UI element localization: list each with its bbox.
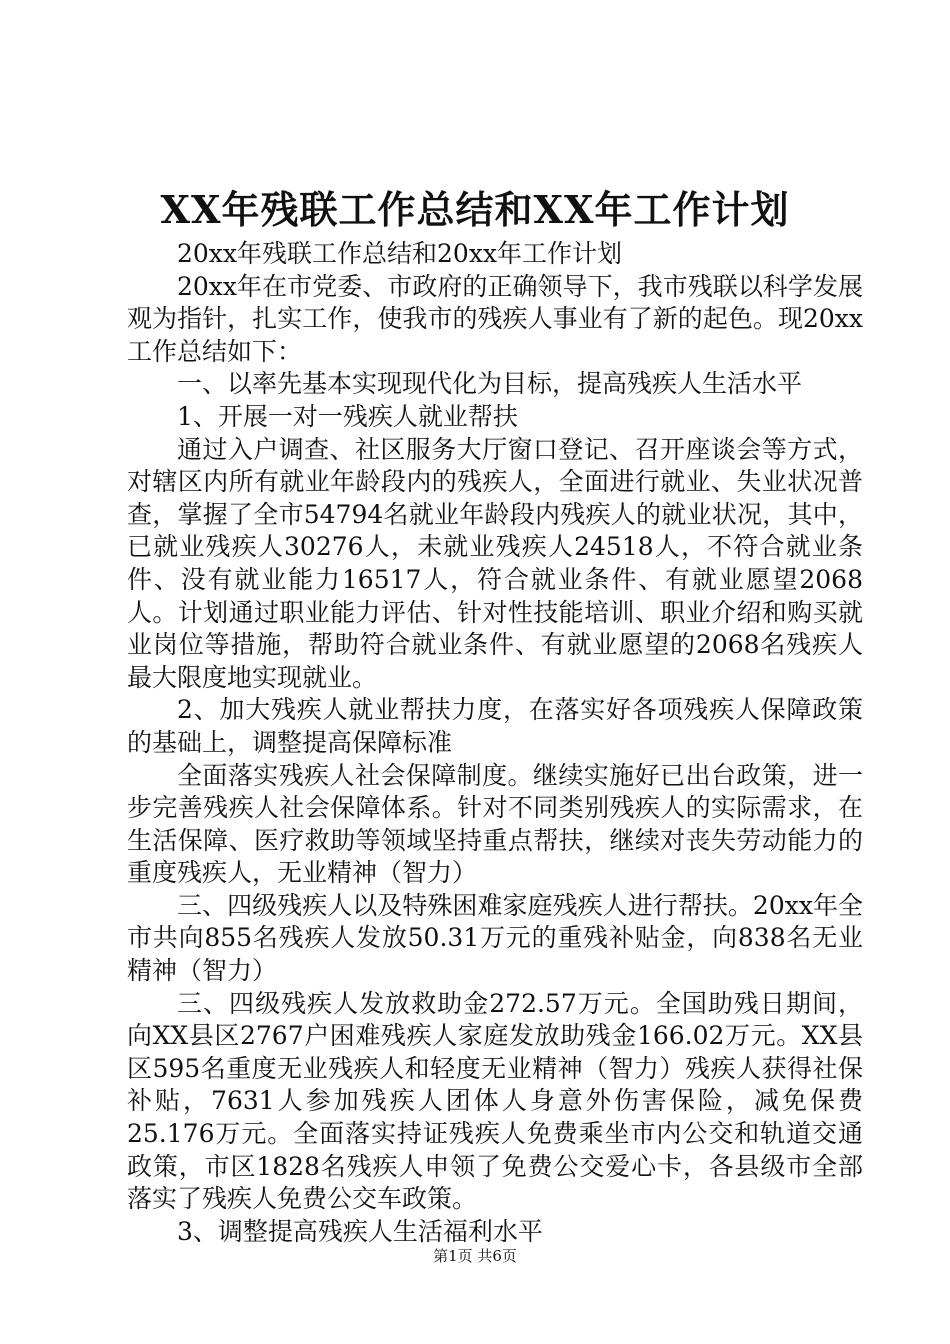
paragraph: 通过入户调查、社区服务大厅窗口登记、召开座谈会等方式，对辖区内所有就业年龄段内的残疾人，全面进行就业、失业状况普查，掌握了全市54794名就业年龄段内残疾人的就业状况，其中，已就业残疾人30276人，未就业残疾人24518人，不符合就业条件、没有就业能力16517人，符合就业条件、有就业愿望2068人。计划通过职业能力评估、针对性技能培训、职业介绍和购买就业岗位等措施，帮助符合就业条件、有就业愿望的2068名残疾人最大限度地实现就业。 [127,434,863,692]
paragraph: 1、开展一对一残疾人就业帮扶 [177,401,518,431]
paragraph: 20xx年在市党委、市政府的正确领导下，我市残联以科学发展观为指针，扎实工作，使我市的残疾人事业有了新的起色。现20xx工作总结如下： [127,271,863,366]
paragraph: 3、调整提高残疾人生活福利水平 [177,1216,543,1246]
paragraph: 20xx年残联工作总结和20xx年工作计划 [177,239,623,268]
paragraph: 一、以率先基本实现现代化为目标，提高残疾人生活水平 [177,369,803,399]
paragraph: 全面落实残疾人社会保障制度。继续实施好已出台政策，进一步完善残疾人社会保障体系。针对不同类别残疾人的实际需求，在生活保障、医疗救助等领域坚持重点帮扶，继续对丧失劳动能力的重度残疾人，无业精神（智力） [127,760,863,888]
document-title: XX年残联工作总结和XX年工作计划 [160,187,790,232]
paragraph: 三、四级残疾人以及特殊困难家庭残疾人进行帮扶。20xx年全市共向855名残疾人发放50.31万元的重残补贴金，向838名无业精神（智力） [127,890,863,986]
document-body [127,238,863,1248]
paragraph: 三、四级残疾人发放救助金272.57万元。全国助残日期间，向XX县区2767户困难残疾人家庭发放助残金166.02万元。XX县区595名重度无业残疾人和轻度无业精神（智力）残疾人获得社保补贴，7631人参加残疾人团体人身意外伤害保险，减免保费25.176万元。全面落实持证残疾人免费乘坐市内公交和轨道交通政策，市区1828名残疾人申领了免费公交爱心卡，各县级市全部落实了残疾人免费公交车政策。 [127,988,863,1214]
page-footer: 第1页 共6页 [433,1247,517,1265]
paragraph: 2、加大残疾人就业帮扶力度，在落实好各项残疾人保障政策的基础上，调整提高保障标准 [127,695,863,757]
